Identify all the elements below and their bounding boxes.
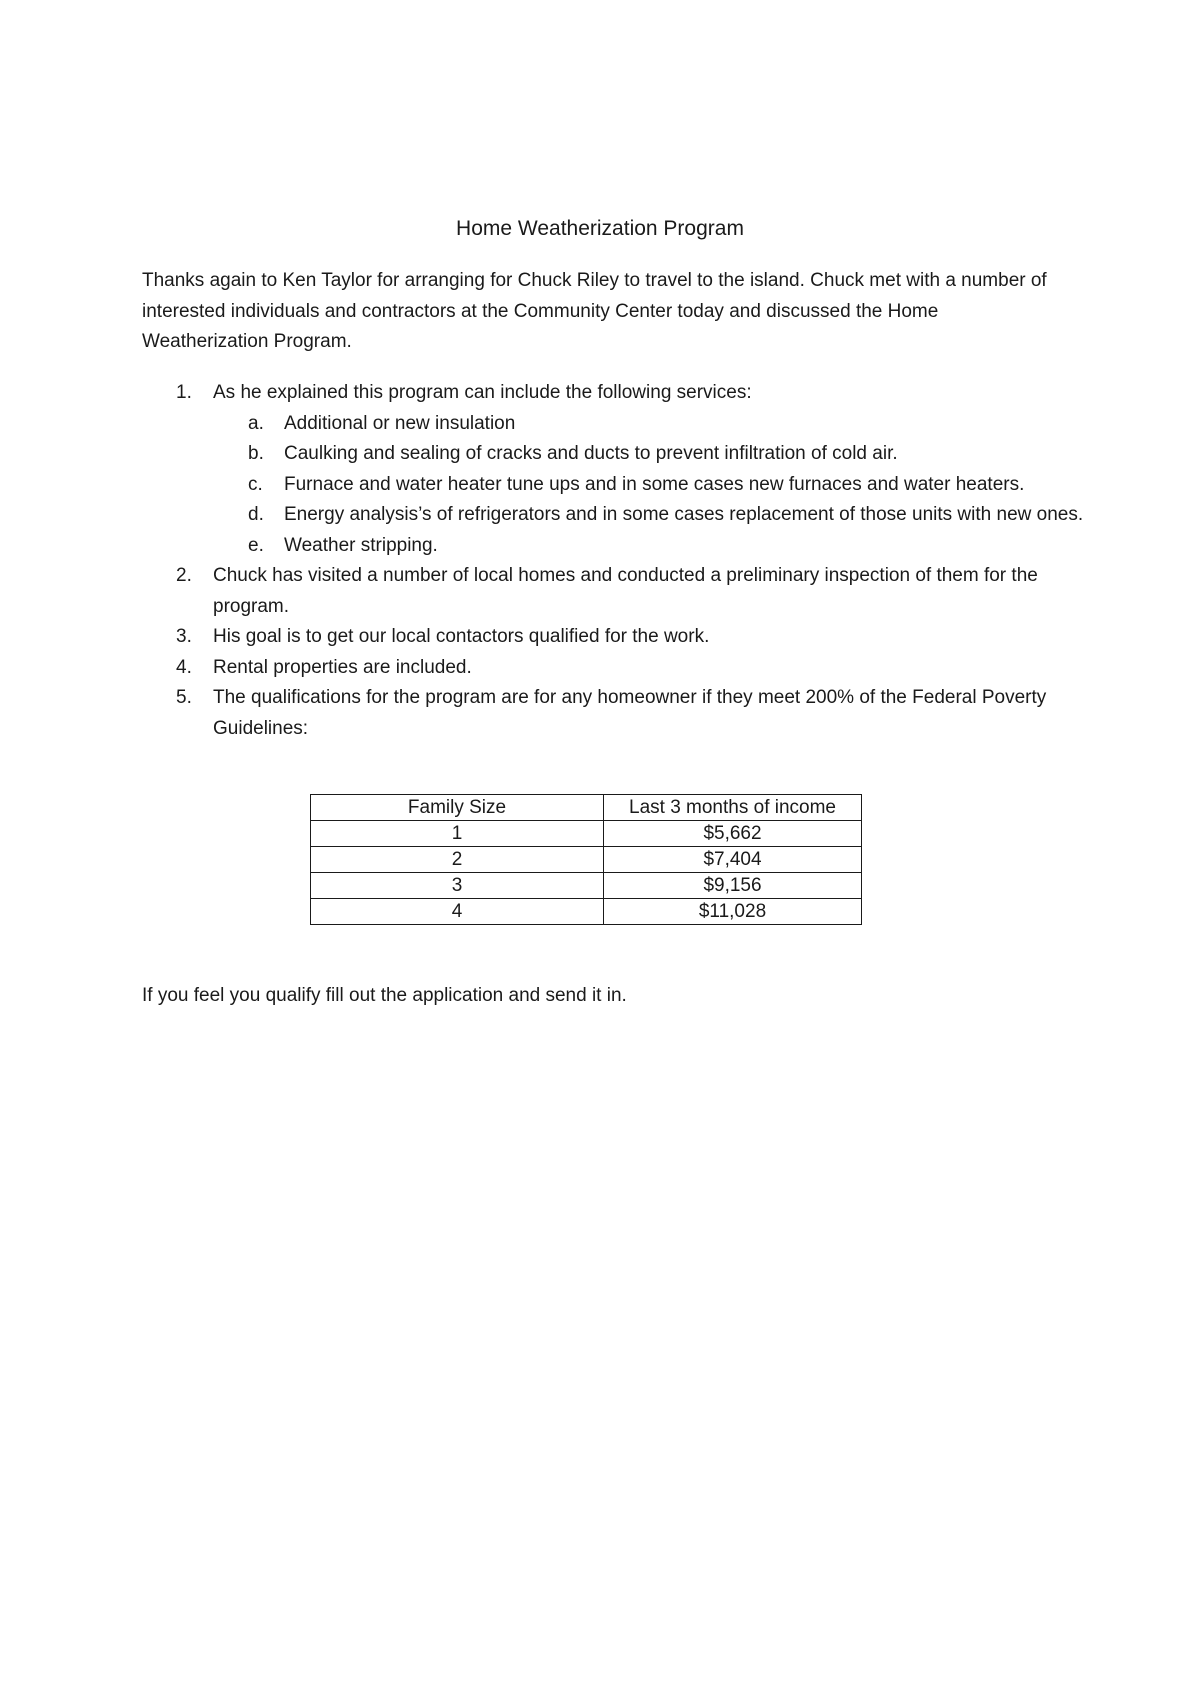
family-size-cell: 2 [311,847,604,873]
column-header-family-size: Family Size [311,795,604,821]
list-item [0,622,1083,653]
intro-paragraph: Thanks again to Ken Taylor for arranging for Chuck Riley to travel to the island. Chuck met with a number of interested individuals and contractors at the Community Center today and discussed the Home Weatherization Program. [142,270,1047,352]
table-header-row [311,795,862,821]
list-item-text: His goal is to get our local contactors qualified for the work. [213,626,710,647]
table-row [311,847,862,873]
list-marker: 1. [176,382,192,403]
sub-list-marker: a. [248,412,264,434]
sub-list-item [0,470,1084,501]
list-item-text: Rental properties are included. [213,656,472,678]
sub-list-item-text: Caulking and sealing of cracks and ducts to prevent infiltration of cold air. [284,443,898,464]
sub-list-item-text: Additional or new insulation [284,412,516,434]
page-title: Home Weatherization Program [456,217,744,240]
income-cell: $7,404 [604,847,862,873]
list-marker: 5. [176,687,192,708]
income-cell: $9,156 [604,873,862,899]
sub-list-item-text: Furnace and water heater tune ups and in some cases new furnaces and water heaters. [284,473,1025,495]
list-item [0,378,1083,409]
list-item-text: Chuck has visited a number of local homes and conducted a preliminary inspection of them for the program. [213,565,1038,617]
sub-list-marker: d. [248,504,264,525]
list-item [0,561,1083,622]
income-cell: $11,028 [604,899,862,925]
column-header-income: Last 3 months of income [604,795,862,821]
sub-list-marker: b. [248,443,264,464]
income-table [310,794,862,925]
sub-list-item [0,439,1084,470]
family-size-cell: 1 [311,821,604,847]
sub-list-item-text: Energy analysis’s of refrigerators and in some cases replacement of those units with new ones. [284,504,1084,525]
sub-list-item [0,531,1084,562]
list-item [0,683,1083,744]
list-item-text: The qualifications for the program are for any homeowner if they meet 200% of the Federal Poverty Guidelines: [213,687,1047,739]
closing-paragraph: If you feel you qualify fill out the application and send it in. [142,985,627,1006]
income-cell: $5,662 [604,821,862,847]
list-marker: 4. [176,656,192,678]
table-row [311,873,862,899]
sub-list-item [0,409,1084,440]
list-item-text: As he explained this program can include the following services: [213,382,752,403]
family-size-cell: 3 [311,873,604,899]
sub-list-marker: c. [248,473,263,495]
sub-list-item [0,500,1084,531]
list-item [0,653,1083,684]
table-row [311,899,862,925]
family-size-cell: 4 [311,899,604,925]
sub-list-marker: e. [248,534,264,556]
list-marker: 3. [176,626,192,647]
list-marker: 2. [176,565,192,586]
numbered-list [0,378,1200,744]
table-row [311,821,862,847]
sub-list-item-text: Weather stripping. [284,534,438,556]
